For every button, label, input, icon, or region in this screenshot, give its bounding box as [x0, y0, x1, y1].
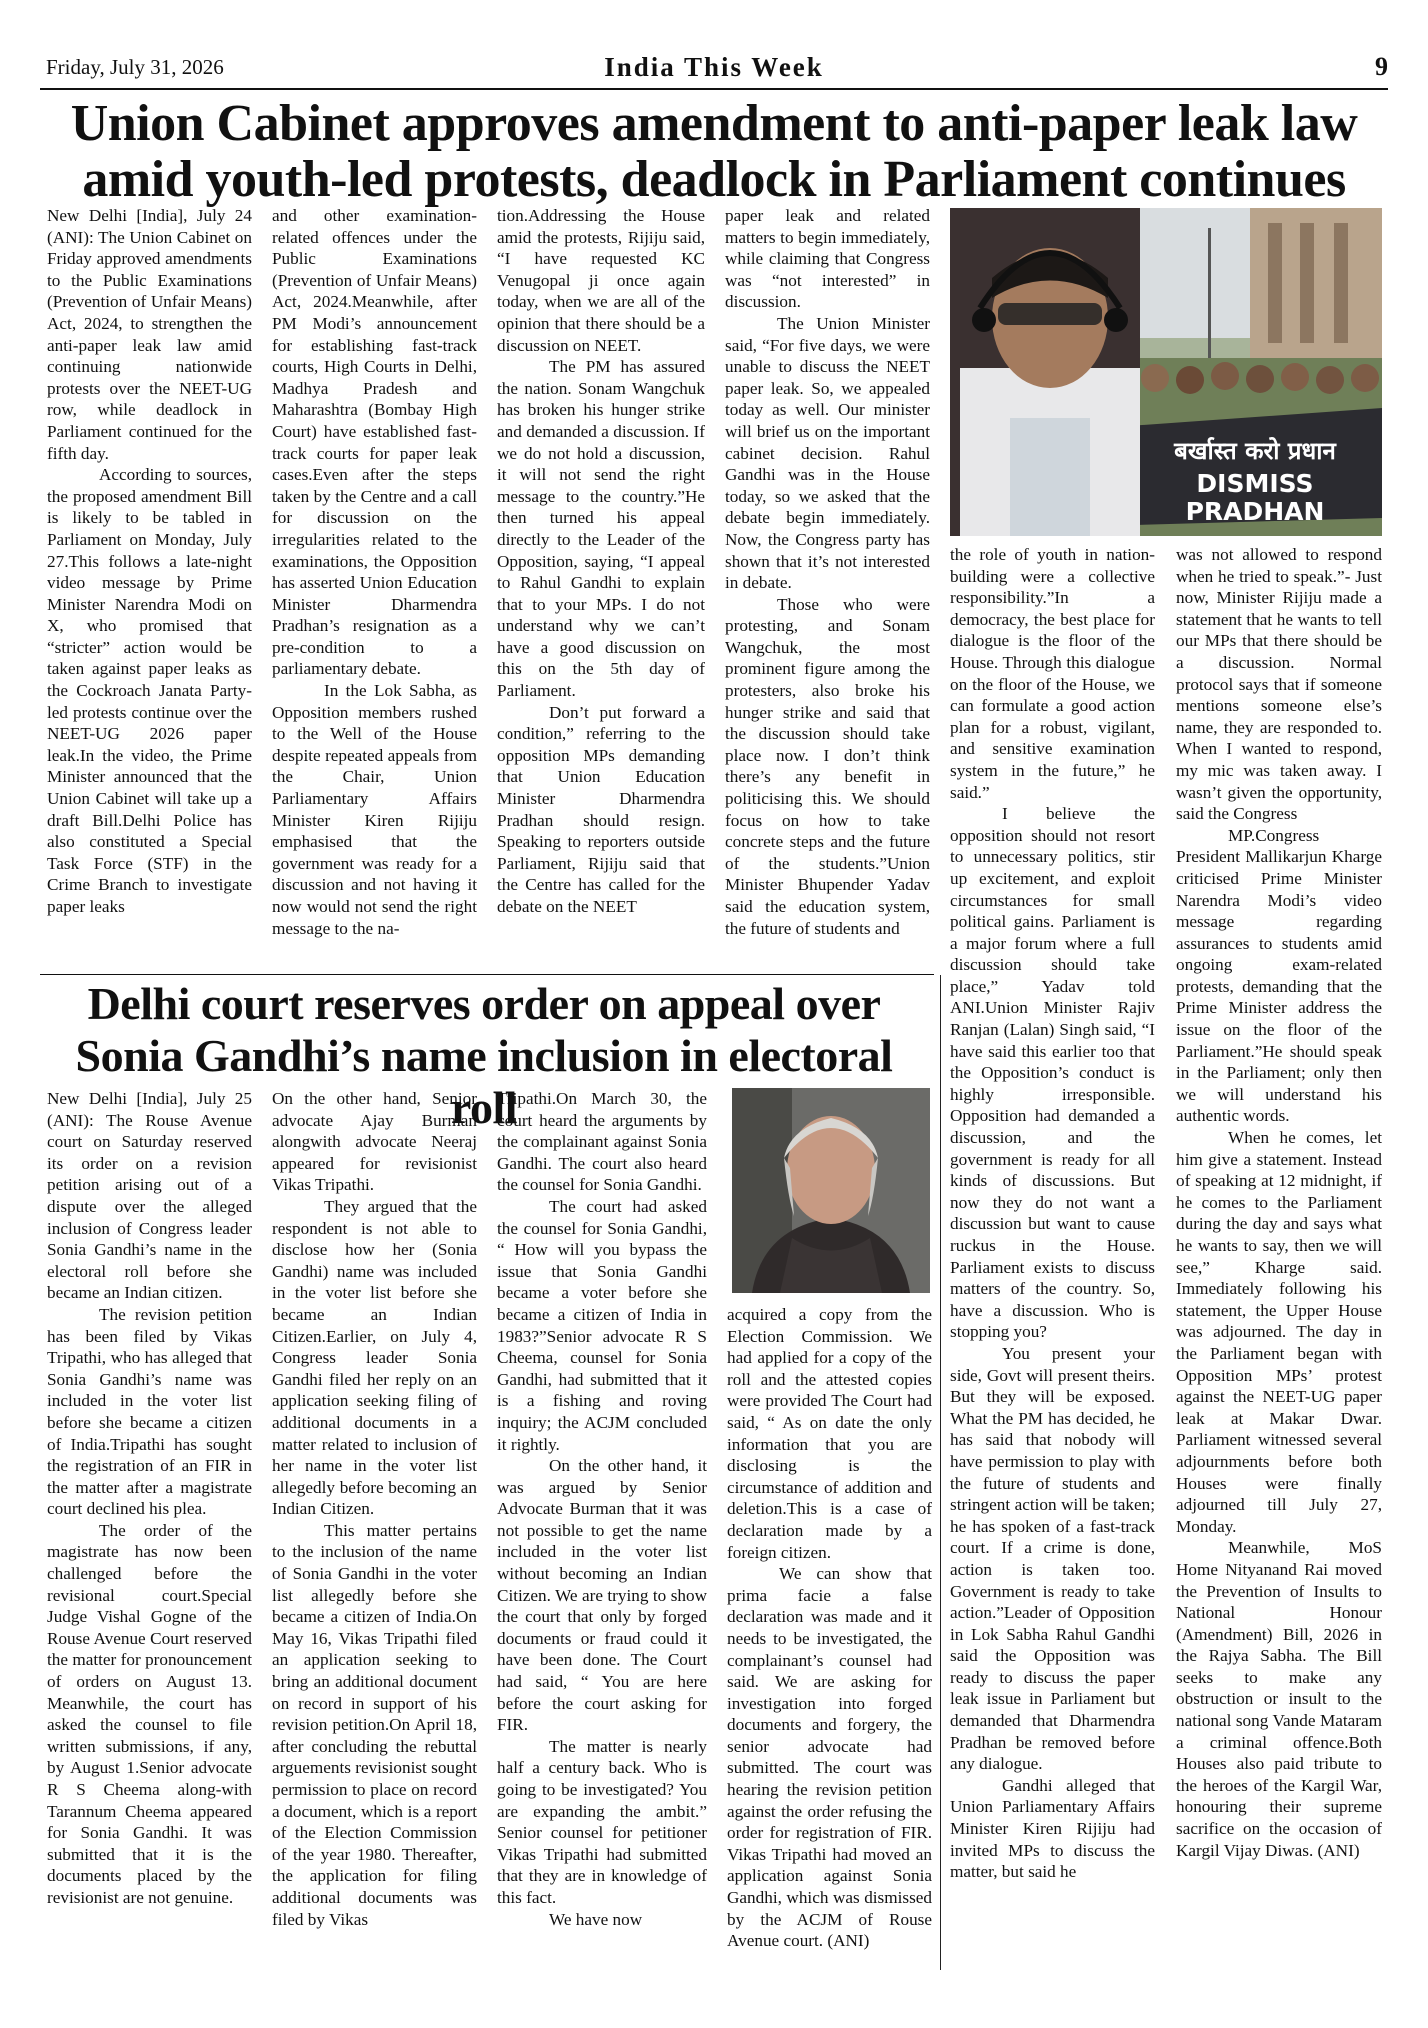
story2-column-3: [497, 1088, 707, 1958]
article-paragraph: tion.Addressing the House amid the protests, Rijiju said, “I have requested KC Venugopal ji once again today, when we are all of the opinion that there should be a discussion on NEET.: [497, 206, 705, 355]
story2-headline: Delhi court reserves order on appeal over Sonia Gandhi’s name inclusion in electoral roll: [75, 978, 893, 1133]
article-paragraph: The PM has assured the nation. Sonam Wangchuk has broken his hunger strike and demanded a discussion. If we do not hold a discussion, it will not send the right message to the country.”He then turned his appeal directly to the Leader of the Opposition, saying, “I appeal to Rahul Gandhi to explain that to your MPs. I do not understand why we can’t have a good discussion on this on the 5th day of Parliament.: [497, 357, 705, 701]
article-paragraph: New Delhi [India], July 24 (ANI): The Union Cabinet on Friday approved amendments to the Public Examinations (Prevention of Unfair Means) Act, 2024, to strengthen the anti-paper leak law amid continuing nationwide protests over the NEET-UG row, while deadlock in Parliament continued for the fifth day.: [47, 206, 252, 463]
story1-column-1: [47, 205, 252, 971]
article-paragraph: The court had asked the counsel for Sonia Gandhi, “ How will you bypass the issue that Sonia Gandhi became a voter before she became a citizen of India in 1983?”Senior advocate R S Cheema, counsel for Sonia Gandhi, had submitted that it is a fishing and roving inquiry; the ACJM concluded it rightly.: [497, 1196, 707, 1454]
story1-column-5: [950, 544, 1155, 1944]
masthead: India This Week: [604, 52, 824, 82]
story2-column-4: [727, 1304, 932, 1958]
page-number: 9: [1375, 52, 1388, 81]
article-paragraph: When he comes, let him give a statement. Instead of speaking at 12 midnight, if he comes to the Parliament during the day and says what he wants to say, then we will see,” Kharge said. Immediately following his statement, the Upper House was adjourned. The day in the Parliament began with Opposition MPs’ protest against the NEET-UG paper leak at Makar Dwar. Parliament witnessed several adjournments before both Houses were finally adjourned till July 27, Monday.: [1176, 1128, 1382, 1536]
protest-banner-english: DISMISS PRADHAN: [1185, 469, 1325, 526]
story1-photo: [950, 208, 1382, 536]
article-paragraph: The revision petition has been filed by Vikas Tripathi, who has alleged that Sonia Gandhi’s name was included in the voter list before she became a citizen of India.Tripathi has sought the registration of an FIR in the matter after a magistrate court declined his plea.: [47, 1304, 252, 1519]
header-rule: [40, 88, 1388, 90]
article-paragraph: MP.Congress President Mallikarjun Kharge criticised Prime Minister Narendra Modi’s video message regarding assurances to students amid ongoing exam-related protests, demanding that the Prime Minister address the issue on the floor of the Parliament.”He should speak in the Parliament; only then we will understand his authentic words.: [1176, 825, 1382, 1126]
story1-headline: Union Cabinet approves amendment to anti-paper leak law amid youth-led protests, deadlock in Parliament continues: [70, 95, 1358, 208]
article-paragraph: and other examination-related offences under the Public Examinations (Prevention of Unfair Means) Act, 2024.Meanwhile, after PM Modi’s announcement for establishing fast-track courts, High Courts in Delhi, Madhya Pradesh and Maharashtra (Bombay High Court) have established fast-track courts for paper leak cases.Even after the steps taken by the Centre and a call for discussion on the irregularities related to the examinations, the Opposition has asserted Union Education Minister Dharmendra Pradhan’s resignation as a pre-condition to a parliamentary debate.: [272, 206, 477, 679]
protest-banner-hindi: बर्खास्त करो प्रधान: [1174, 437, 1336, 465]
column-divider: [940, 975, 941, 1970]
article-paragraph: the role of youth in nation-building were a collective responsibility.”In a democracy, the best place for dialogue is the floor of the House. Through this dialogue on the floor of the House, we can formulate a good action plan for a robust, vigilant, and sensitive examination system in the future,” he said.”: [950, 545, 1155, 802]
article-paragraph: paper leak and related matters to begin immediately, while claiming that Congress was “not interested” in discussion.: [725, 206, 930, 312]
story1-column-2: [272, 205, 477, 971]
story1-column-6: [1176, 544, 1382, 1944]
issue-date: Friday, July 31, 2026: [46, 55, 224, 79]
article-paragraph: The matter is nearly half a century back. Who is going to be investigated? You are expanding the ambit.” Senior counsel for petitioner Vikas Tripathi had submitted that they are in knowledge of this fact.: [497, 1736, 707, 1907]
article-paragraph: We can show that prima facie a false declaration was made and it needs to be investigated, the complainant’s counsel had said. We are asking for investigation into forged documents and forgery, the senior advocate had submitted. The court was hearing the revision petition against the order refusing the order for registration of FIR. Vikas Tripathi had moved an application against Sonia Gandhi, which was dismissed by the ACJM of Rouse Avenue court. (ANI): [727, 1564, 932, 1951]
article-paragraph: They argued that the respondent is not able to disclose how her (Sonia Gandhi) name was included in the voter list before she became an Indian Citizen.Earlier, on July 4, Congress leader Sonia Gandhi filed her reply on an application seeking filing of additional documents in a matter related to inclusion of her name in the voter list allegedly before becoming an Indian Citizen.: [272, 1196, 477, 1519]
portrait-photo-illustration: [732, 1088, 930, 1293]
article-paragraph: was not allowed to respond when he tried to speak.”- Just now, Minister Rijiju made a statement that he wants to tell our MPs that there should be a discussion. Normal protocol says that if someone mentions someone else’s name, they are responded to. When I wanted to respond, my mic was taken away. I wasn’t given the opportunity, said the Congress: [1176, 545, 1382, 824]
article-paragraph: This matter pertains to the inclusion of the name of Sonia Gandhi in the voter list allegedly before she became a citizen of India.On May 16, Vikas Tripathi filed an application seeking to bring an additional document on record in support of his revision petition.On April 18, after concluding the rebuttal arguements revisionist sought permission to place on record a document, which is a report of the Election Commission of the year 1980. Thereafter, the application for filing additional documents was filed by Vikas: [272, 1520, 477, 1929]
article-paragraph: Tripathi.On March 30, the court heard the arguments by the complainant against Sonia Gandhi. The court also heard the counsel for Sonia Gandhi.: [497, 1089, 707, 1195]
story1-column-3: [497, 205, 705, 971]
article-paragraph: Those who were protesting, and Sonam Wangchuk, the most prominent figure among the protesters, also broke his hunger strike and said that the discussion should take place now. I don’t think there’s any benefit in politicising this. We should focus on how to take concrete steps and the future of the students.”Union Minister Bhupender Yadav said the education system, the future of students and: [725, 594, 930, 938]
story2-photo: [732, 1088, 930, 1293]
story-divider: [40, 974, 934, 975]
article-paragraph: You present your side, Govt will present theirs. But they will be exposed. What the PM has decided, he has said that nobody will have permission to play with the future of students and stringent action will be taken; he has spoken of a fast-track court. If a crime is done, action is taken too. Government is ready to take action.”Leader of Opposition in Lok Sabha Rahul Gandhi said the Opposition was ready to discuss the paper leak issue in Parliament but demanded that Dharmendra Pradhan be removed before any dialogue.: [950, 1343, 1155, 1774]
article-paragraph: In the Lok Sabha, as Opposition members rushed to the Well of the House despite repeated appeals from the Chair, Union Parliamentary Affairs Minister Kiren Rijiju emphasised that the government was ready for a discussion and not having it now would not send the right message to the na-: [272, 681, 477, 938]
article-paragraph: The order of the magistrate has now been challenged before the revisional court.Special Judge Vishal Gogne of the Rouse Avenue Court reserved the matter for pronouncement of orders on August 13. Meanwhile, the court has asked the counsel to file written submissions, if any, by August 1.Senior advocate R S Cheema along-with Tarannum Cheema appeared for Sonia Gandhi. It was submitted that it is the documents placed by the revisionist are not genuine.: [47, 1520, 252, 1907]
article-paragraph: According to sources, the proposed amendment Bill is likely to be tabled in Parliament on Monday, July 27.This follows a late-night video message by Prime Minister Narendra Modi on X, who promised that “stricter” action would be taken against paper leaks as the Cockroach Janata Party-led protests continue over the NEET-UG 2026 paper leak.In the video, the Prime Minister announced that the Union Cabinet will take up a draft Bill.Delhi Police has also constituted a Special Task Force (STF) in the Crime Branch to investigate paper leaks: [47, 465, 252, 916]
article-paragraph: On the other hand, Senior advocate Ajay Burman alongwith advocate Neeraj appeared for revisionist Vikas Tripathi.: [272, 1089, 477, 1195]
article-paragraph: acquired a copy from the Election Commission. We had applied for a copy of the roll and the attested copies were provided The Court had said, “ As on date the only information that you are disclosing is the circumstance of addition and deletion.This is a case of declaration made by a foreign citizen.: [727, 1305, 932, 1562]
article-paragraph: Meanwhile, MoS Home Nityanand Rai moved the Prevention of Insults to National Honour (Amendment) Bill, 2026 in the Rajya Sabha. The Bill seeks to make any obstruction or insult to the national song Vande Mataram a criminal offence.Both Houses also paid tribute to the heroes of the Kargil War, honouring their supreme sacrifice on the occasion of Kargil Vijay Diwas. (ANI): [1176, 1538, 1382, 1860]
article-paragraph: Don’t put forward a condition,” referring to the opposition MPs demanding that Union Education Minister Dharmendra Pradhan should resign. Speaking to reporters outside Parliament, Rijiju said that the Centre has called for the debate on the NEET: [497, 702, 705, 916]
article-paragraph: The Union Minister said, “For five days, we were unable to discuss the NEET paper leak. So, we appealed today as well. Our minister will brief us on the important cabinet decision. Rahul Gandhi was in the House today, so we asked that the debate begin immediately. Now, the Congress party has shown that it’s not interested in debate.: [725, 313, 930, 593]
story2-column-2: [272, 1088, 477, 1958]
story2-column-1: [47, 1088, 252, 1958]
article-paragraph: New Delhi [India], July 25 (ANI): The Rouse Avenue court on Saturday reserved its order on a revision petition arising out of a dispute over the alleged inclusion of Congress leader Sonia Gandhi’s name in the electoral roll before she became an Indian citizen.: [47, 1089, 252, 1303]
article-paragraph: We have now: [549, 1909, 643, 1929]
article-paragraph: I believe the opposition should not resort to unnecessary politics, stir up excitement, and exploit circumstances for small political gains. Parliament is a major forum where a full discussion should take place,” Yadav told ANI.Union Minister Rajiv Ranjan (Lalan) Singh said, “I have said this earlier too that the Opposition’s conduct is highly irresponsible. Opposition had demanded a discussion, and the government is ready for all kinds of discussions. But now they do not want a discussion but want to cause ruckus in the House. Parliament exists to discuss matters of the country. So, have a discussion. Who is stopping you?: [950, 804, 1155, 1342]
story1-column-4: [725, 205, 930, 971]
article-paragraph: Gandhi alleged that Union Parliamentary Affairs Minister Kiren Rijiju had invited MPs to discuss the matter, but said he: [950, 1775, 1155, 1882]
article-paragraph: On the other hand, it was argued by Senior Advocate Burman that it was not possible to get the name included in the voter list without becoming an Indian Citizen. We are trying to show the court that only by forged documents or fraud could it have been done. The Court had said, “ You are here before the court asking for FIR.: [497, 1456, 707, 1735]
